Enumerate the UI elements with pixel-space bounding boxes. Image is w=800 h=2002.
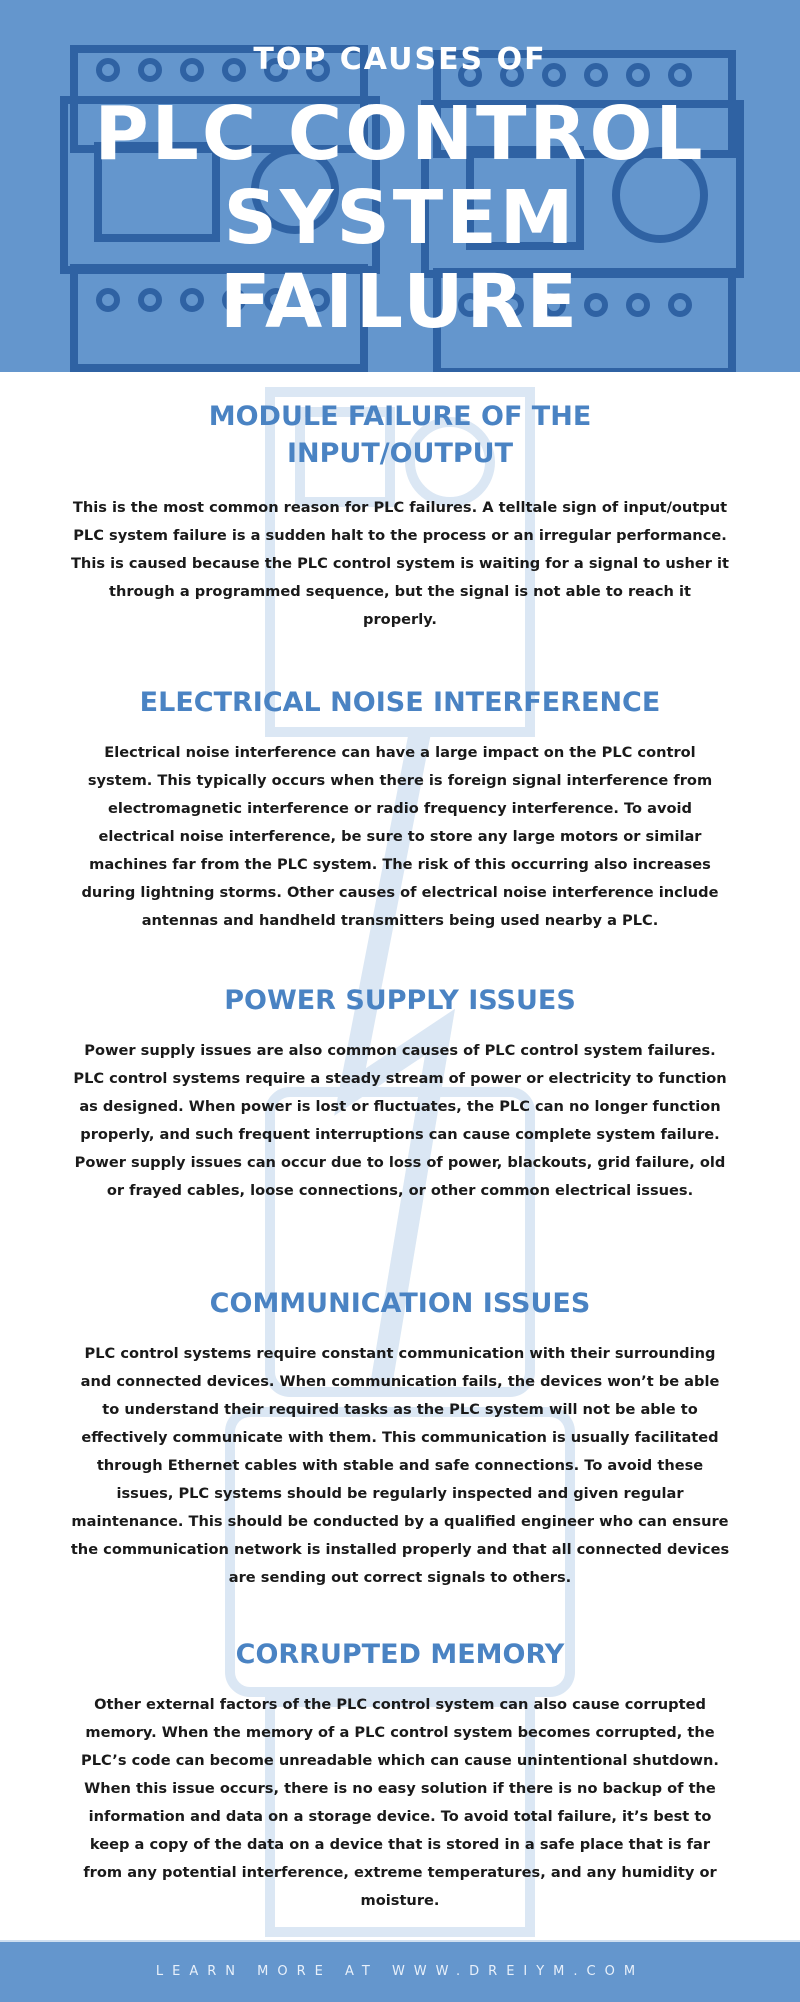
section-io-module-failure xyxy=(70,398,730,634)
section-heading: CORRUPTED MEMORY xyxy=(235,1639,565,1670)
section-heading: MODULE FAILURE OF THE INPUT/OUTPUT xyxy=(208,401,592,469)
title-line-2: SYSTEM xyxy=(223,175,577,261)
section-body: Power supply issues are also common causes of PLC control system failures. PLC control systems require a steady stream of power or electricity to function as designed. When power is lost or fluctuates, the PLC can no longer function properly, and such frequent interruptions can cause complete system failure. Power supply issues can occur due to loss of power, blackouts, grid failure, old or frayed cables, loose connections, or other common electrical issues. xyxy=(73,1042,727,1199)
footer-banner xyxy=(0,1940,800,2002)
section-corrupted-memory xyxy=(70,1636,730,1915)
section-heading: ELECTRICAL NOISE INTERFERENCE xyxy=(139,687,661,718)
section-electrical-noise xyxy=(70,684,730,935)
header-banner xyxy=(0,0,800,372)
title-line-1: PLC CONTROL xyxy=(94,91,706,177)
title-kicker: TOP CAUSES OF xyxy=(253,42,547,77)
section-communication xyxy=(70,1285,730,1592)
title-line-3: FAILURE xyxy=(220,259,580,345)
section-power-supply xyxy=(70,982,730,1205)
section-body: PLC control systems require constant communication with their surrounding and connected devices. When communication fails, the devices won’t be able to understand their required tasks as the PLC system will not be able to effectively communicate with them. This communication is usually facilitated through Ethernet cables with stable and safe connections. To avoid these issues, PLC systems should be regularly inspected and given regular maintenance. This should be conducted by a qualified engineer who can ensure the communication network is installed properly and that all connected devices are sending out correct signals to others. xyxy=(70,1345,730,1586)
section-body: Other external factors of the PLC control system can also cause corrupted memory. When the memory of a PLC control system becomes corrupted, the PLC’s code can become unreadable which can cause unintentional shutdown. When this issue occurs, there is no easy solution if there is no backup of the information and data on a storage device. To avoid total failure, it’s best to keep a copy of the data on a device that is stored in a safe place that is far from any potential interference, extreme temperatures, and any humidity or moisture. xyxy=(81,1696,719,1909)
section-body: This is the most common reason for PLC failures. A telltale sign of input/output PLC system failure is a sudden halt to the process or an irregular performance. This is caused because the PLC control system is waiting for a signal to usher it through a programmed sequence, but the signal is not able to reach it properly. xyxy=(70,499,730,628)
section-body: Electrical noise interference can have a large impact on the PLC control system. This typically occurs when there is foreign signal interference from electromagnetic interference or radio frequency interference. To avoid electrical noise interference, be sure to store any large motors or similar machines far from the PLC system. The risk of this occurring also increases during lightning storms. Other causes of electrical noise interference include antennas and handheld transmitters being used nearby a PLC. xyxy=(81,744,719,929)
section-heading: COMMUNICATION ISSUES xyxy=(209,1288,591,1319)
footer-link-text[interactable]: LEARN MORE AT WWW.DREIYM.COM xyxy=(155,1964,645,1979)
section-heading: POWER SUPPLY ISSUES xyxy=(224,985,576,1016)
